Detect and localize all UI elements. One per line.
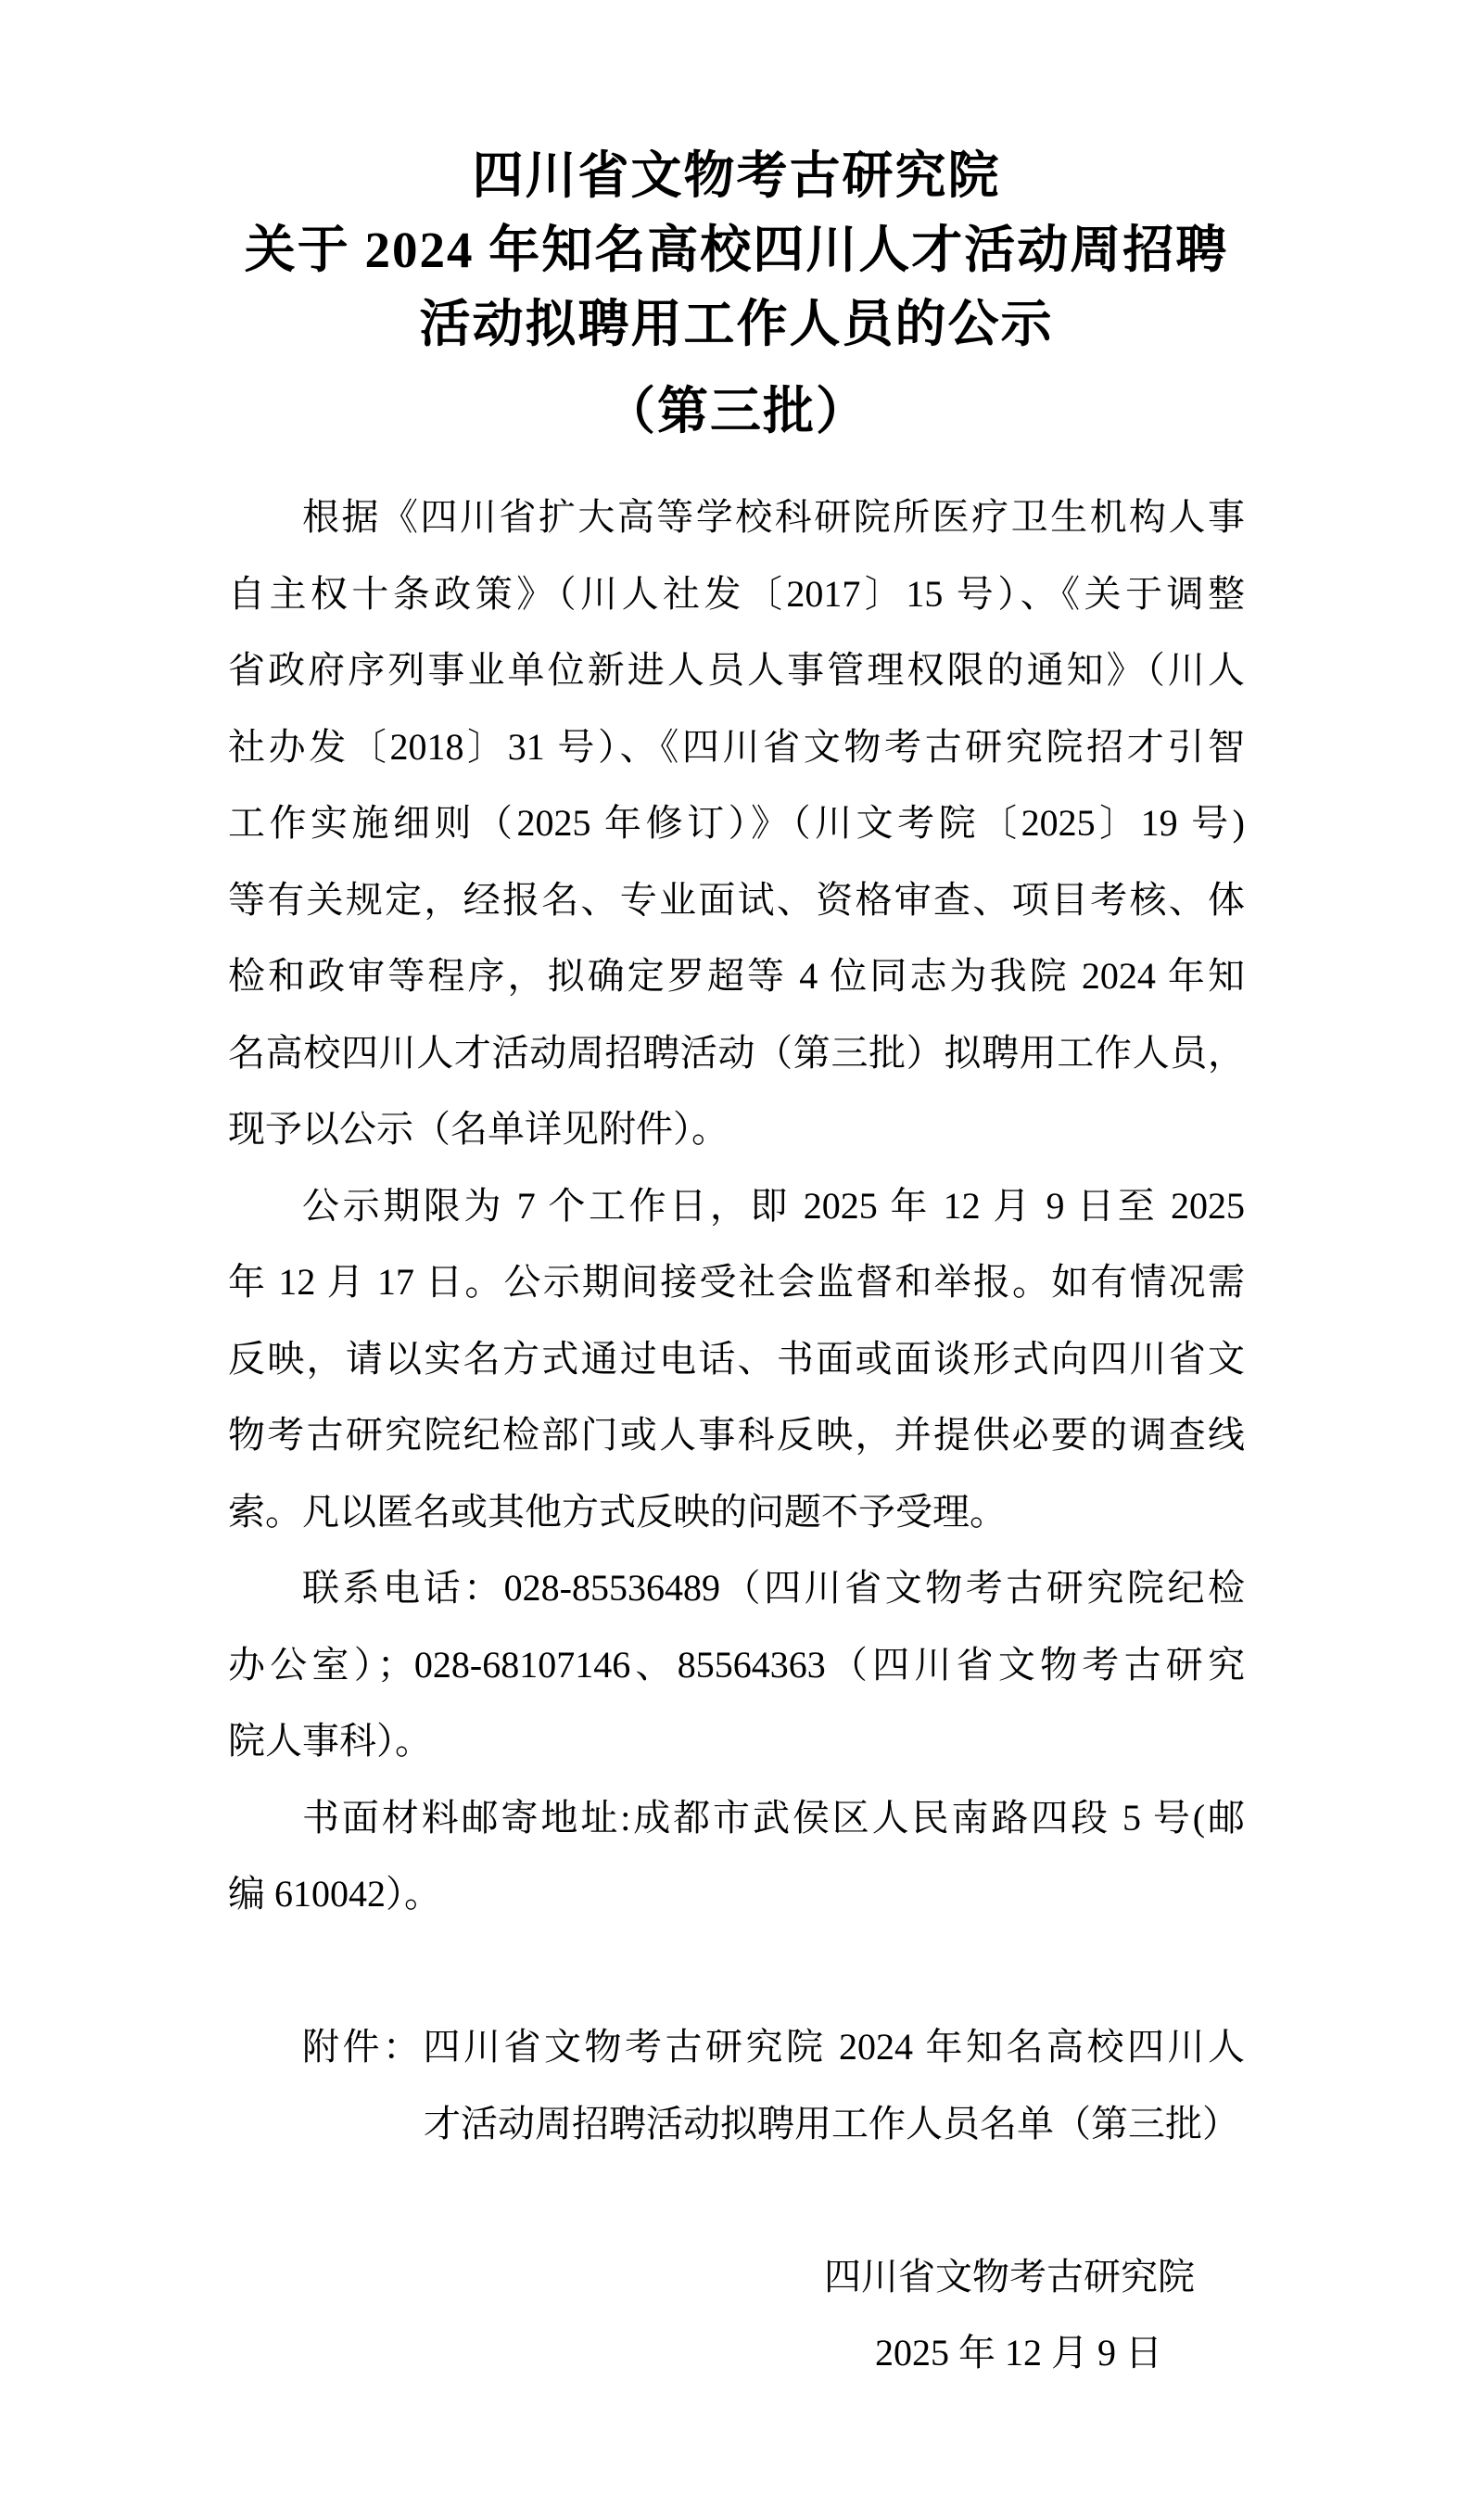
attachment-line-1: 附件：四川省文物考古研究院 2024 年知名高校四川人 (302, 2026, 1245, 2068)
paragraph-line: 编 610042）。 (228, 1873, 441, 1915)
paragraph-line: 自主权十条政策》（川人社发〔2017〕15 号）、《关于调整 (228, 572, 1245, 615)
paragraph-line: 反映，请以实名方式通过电话、书面或面谈形式向四川省文 (228, 1337, 1245, 1380)
paragraph-3 (228, 1550, 1245, 1780)
paragraph-line: 社办发〔2018〕31 号）、《四川省文物考古研究院招才引智 (228, 725, 1245, 768)
text-column (228, 139, 1245, 2392)
paragraph-line: 工作实施细则（2025 年修订）》（川文考院〔2025〕19 号) (228, 802, 1245, 844)
paragraph-1 (228, 479, 1245, 1168)
paragraph-line: 书面材料邮寄地址:成都市武侯区人民南路四段 5 号(邮 (302, 1796, 1245, 1839)
paragraph-line: 办公室）；028-68107146、85564363（四川省文物考古研究 (228, 1643, 1245, 1686)
paragraph-line: 检和政审等程序，拟确定罗超等 4 位同志为我院 2024 年知 (228, 955, 1245, 997)
signature-date: 2025 年 12 月 9 日 (875, 2332, 1162, 2374)
title-line-3: 活动拟聘用工作人员的公示 (419, 296, 1054, 352)
title-line-1: 四川省文物考古研究院 (472, 147, 1001, 204)
attachment-block (228, 2009, 1245, 2162)
document-body (228, 479, 1245, 1933)
document-title-block (228, 139, 1245, 362)
paragraph-line: 现予以公示（名单详见附件）。 (228, 1108, 729, 1150)
paragraph-line: 根据《四川省扩大高等学校科研院所医疗卫生机构人事 (302, 496, 1245, 538)
paragraph-2 (228, 1168, 1245, 1551)
signature-org: 四川省文物考古研究院 (824, 2255, 1195, 2297)
paragraph-line: 等有关规定，经报名、专业面试、资格审查、项目考核、体 (228, 878, 1245, 921)
paragraph-line: 名高校四川人才活动周招聘活动（第三批）拟聘用工作人员， (228, 1031, 1245, 1074)
attachment-line-2: 才活动周招聘活动拟聘用工作人员名单（第三批） (424, 2102, 1239, 2145)
paragraph-line: 公示期限为 7 个工作日，即 2025 年 12 月 9 日至 2025 (302, 1184, 1245, 1227)
signature-block (228, 2239, 1245, 2392)
paragraph-line: 索。凡以匿名或其他方式反映的问题不予受理。 (228, 1490, 1007, 1533)
paragraph-4 (228, 1780, 1245, 1933)
paragraph-line: 联系电话：028-85536489（四川省文物考古研究院纪检 (302, 1567, 1245, 1609)
paragraph-line: 年 12 月 17 日。公示期间接受社会监督和举报。如有情况需 (228, 1261, 1245, 1303)
title-line-2: 关于 2024 年知名高校四川人才活动周招聘 (244, 222, 1229, 278)
paragraph-line: 院人事科）。 (228, 1720, 432, 1762)
paragraph-line: 省政府序列事业单位新进人员人事管理权限的通知》（川人 (228, 649, 1245, 691)
title-batch-line: （第三批） (603, 383, 869, 439)
paragraph-line: 物考古研究院纪检部门或人事科反映，并提供必要的调查线 (228, 1414, 1245, 1456)
